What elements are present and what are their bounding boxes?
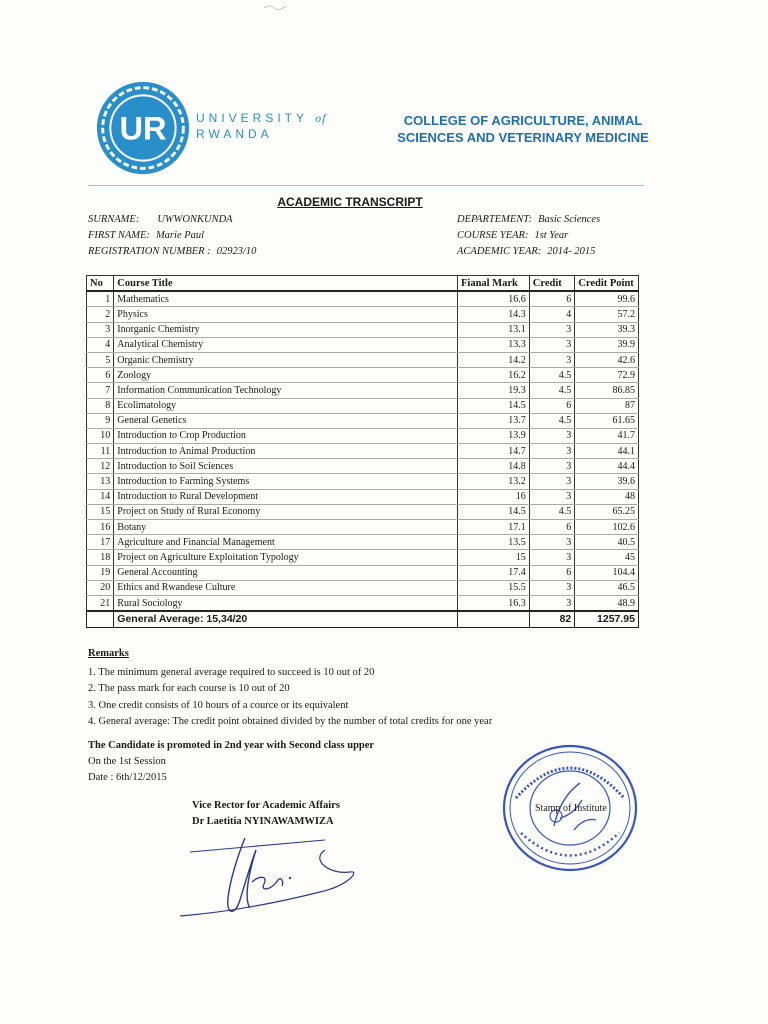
course-number: 19 [87,565,114,580]
course-title: Introduction to Crop Production [114,428,458,443]
department-row [457,212,600,228]
table-header-row [87,276,639,292]
decision-section [88,738,374,786]
header-final-mark: Fianal Mark [458,276,530,292]
course-number: 3 [87,322,114,337]
course-credit: 4.5 [529,504,574,519]
final-mark: 14.3 [458,307,530,322]
university-of: of [315,111,327,125]
course-credit: 6 [529,398,574,413]
first-name-label: FIRST NAME: [88,230,150,241]
credit-point: 48.9 [575,595,639,611]
grades-table [86,275,639,628]
course-number: 5 [87,352,114,367]
final-mark: 16.3 [458,595,530,611]
credit-point: 39.9 [575,337,639,352]
final-mark: 13.1 [458,322,530,337]
credit-point: 61.65 [575,413,639,428]
course-credit: 3 [529,535,574,550]
course-credit: 4 [529,307,574,322]
credit-point: 72.9 [575,368,639,383]
header-course-title: Course Title [114,276,458,292]
credit-point: 42.6 [575,352,639,367]
final-mark: 13.5 [458,535,530,550]
course-title: General Genetics [114,413,458,428]
table-row [87,504,639,519]
course-title: Analytical Chemistry [114,337,458,352]
credit-point: 57.2 [575,307,639,322]
table-row [87,307,639,322]
course-title: Inorganic Chemistry [114,322,458,337]
signer-name: Dr Laetitia NYINAWAMWIZA [192,816,334,827]
course-credit: 4.5 [529,368,574,383]
course-credit: 3 [529,352,574,367]
table-row [87,352,639,367]
document-title: ACADEMIC TRANSCRIPT [277,195,423,209]
total-credit-point: 1257.95 [575,611,639,628]
course-credit: 3 [529,337,574,352]
course-number: 18 [87,550,114,565]
course-credit: 3 [529,444,574,459]
course-title: Introduction to Rural Development [114,489,458,504]
credit-point: 99.6 [575,291,639,307]
course-number: 10 [87,428,114,443]
credit-point: 41.7 [575,428,639,443]
academic-year-row [457,244,600,260]
registration-label: REGISTRATION NUMBER : [88,246,211,257]
final-mark: 14.2 [458,352,530,367]
stamp-label: Stamp of Institute [535,803,607,814]
first-name-value: Marie Paul [155,230,205,241]
university-line1: UNIVERSITY [196,111,308,125]
table-row [87,520,639,535]
final-mark: 13.9 [458,428,530,443]
course-title: Project on Agriculture Exploitation Typology [114,550,458,565]
course-credit: 3 [529,428,574,443]
header-no: No [87,276,114,292]
credit-point: 102.6 [575,520,639,535]
final-mark: 16 [458,489,530,504]
course-credit: 6 [529,565,574,580]
table-row [87,580,639,595]
table-row [87,535,639,550]
handwritten-signature [160,820,370,930]
course-title: Agriculture and Financial Management [114,535,458,550]
course-number: 7 [87,383,114,398]
table-row [87,291,639,307]
final-mark: 16.2 [458,368,530,383]
final-mark: 14.5 [458,398,530,413]
course-number: 17 [87,535,114,550]
header-credit: Credit [529,276,574,292]
credit-point: 104.4 [575,565,639,580]
course-credit: 3 [529,459,574,474]
registration-row [88,244,256,260]
course-title: Introduction to Farming Systems [114,474,458,489]
course-credit: 4.5 [529,413,574,428]
course-year-label: COURSE YEAR: [457,230,529,241]
course-number: 12 [87,459,114,474]
table-row [87,444,639,459]
credit-point: 39.3 [575,322,639,337]
total-empty-mark [458,611,530,628]
university-line2: RWANDA [196,127,273,141]
course-title: Introduction to Soil Sciences [114,459,458,474]
course-title: Physics [114,307,458,322]
course-number: 6 [87,368,114,383]
credit-point: 46.5 [575,580,639,595]
table-body [87,291,639,611]
remark-item: 3. One credit consists of 10 hours of a cource or its equivalent [88,699,349,711]
course-number: 21 [87,595,114,611]
course-number: 13 [87,474,114,489]
department-value: Basic Sciences [538,214,601,225]
course-number: 1 [87,291,114,307]
session-text: On the 1st Session [88,756,166,767]
table-row [87,368,639,383]
course-number: 11 [87,444,114,459]
final-mark: 14.8 [458,459,530,474]
department-label: DEPARTEMENT: [457,214,533,225]
table-row [87,550,639,565]
credit-point: 86.85 [575,383,639,398]
credit-point: 44.1 [575,444,639,459]
course-credit: 3 [529,322,574,337]
course-credit: 3 [529,595,574,611]
table-row [87,413,639,428]
course-credit: 4.5 [529,383,574,398]
program-info [457,212,600,260]
college-name [378,112,668,146]
remark-item: 2. The pass mark for each course is 10 out of 20 [88,683,290,694]
course-title: Mathematics [114,291,458,307]
course-number: 9 [87,413,114,428]
header-divider [88,185,644,186]
remark-item: 4. General average: The credit point obtained divided by the number of total credits for one year [88,716,493,727]
surname-row [88,212,256,228]
course-credit: 3 [529,489,574,504]
final-mark: 17.1 [458,520,530,535]
final-mark: 14.5 [458,504,530,519]
final-mark: 15.5 [458,580,530,595]
total-empty-cell [87,611,114,628]
remarks-title: Remarks [88,648,129,659]
credit-point: 87 [575,398,639,413]
final-mark: 19.3 [458,383,530,398]
table-row [87,595,639,611]
course-title: Ethics and Rwandese Culture [114,580,458,595]
course-number: 14 [87,489,114,504]
final-mark: 13.2 [458,474,530,489]
course-title: General Accounting [114,565,458,580]
total-credit: 82 [529,611,574,628]
table-row [87,565,639,580]
remark-item: 1. The minimum general average required to succeed is 10 out of 20 [88,666,375,678]
logo-text: UR [119,109,167,147]
college-line2: SCIENCES AND VETERINARY MEDICINE [397,130,649,145]
course-credit: 3 [529,580,574,595]
course-year-value: 1st Year [534,230,569,241]
first-name-row [88,228,256,244]
registration-value: 02923/10 [216,246,257,257]
general-average: General Average: 15,34/20 [114,611,458,628]
table-row [87,383,639,398]
final-mark: 16.6 [458,291,530,307]
signer-role: Vice Rector for Academic Affairs [192,800,340,811]
credit-point: 44.4 [575,459,639,474]
course-title: Zoology [114,368,458,383]
course-number: 2 [87,307,114,322]
scribble-mark [262,2,288,12]
academic-year-label: ACADEMIC YEAR: [457,246,542,257]
course-title: Project on Study of Rural Economy [114,504,458,519]
academic-year-value: 2014- 2015 [547,246,596,257]
course-number: 16 [87,520,114,535]
credit-point: 39.6 [575,474,639,489]
credit-point: 45 [575,550,639,565]
course-title: Rural Sociology [114,595,458,611]
credit-point: 48 [575,489,639,504]
table-total-row [87,611,639,628]
final-mark: 13.7 [458,413,530,428]
course-credit: 3 [529,474,574,489]
header-credit-point: Credit Point [575,276,639,292]
course-credit: 6 [529,291,574,307]
course-number: 4 [87,337,114,352]
course-credit: 3 [529,550,574,565]
course-year-row [457,228,600,244]
promotion-statement: The Candidate is promoted in 2nd year with Second class upper [88,740,375,751]
table-row [87,398,639,413]
course-number: 8 [87,398,114,413]
surname-value: UWWONKUNDA [157,214,233,225]
university-name [196,110,326,142]
course-title: Botany [114,520,458,535]
course-title: Ecolimatology [114,398,458,413]
university-logo [95,80,191,176]
course-number: 20 [87,580,114,595]
final-mark: 15 [458,550,530,565]
date-text: Date : 6th/12/2015 [88,772,167,783]
course-title: Organic Chemistry [114,352,458,367]
credit-point: 65.25 [575,504,639,519]
final-mark: 13.3 [458,337,530,352]
course-number: 15 [87,504,114,519]
table-row [87,337,639,352]
credit-point: 40.5 [575,535,639,550]
student-info [88,212,256,260]
table-row [87,489,639,504]
surname-label: SURNAME: [88,214,140,225]
table-row [87,322,639,337]
college-line1: COLLEGE OF AGRICULTURE, ANIMAL [403,113,643,128]
remarks-section [88,646,492,731]
table-row [87,428,639,443]
table-row [87,459,639,474]
final-mark: 14.7 [458,444,530,459]
course-credit: 6 [529,520,574,535]
course-title: Information Communication Technology [114,383,458,398]
final-mark: 17.4 [458,565,530,580]
course-title: Introduction to Animal Production [114,444,458,459]
table-row [87,474,639,489]
